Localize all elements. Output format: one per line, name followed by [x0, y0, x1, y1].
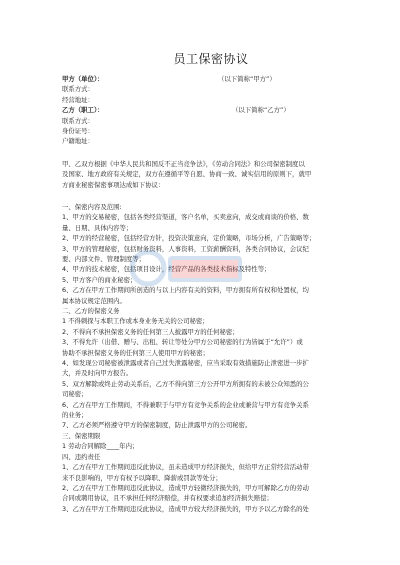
body-line: 大，并及时向甲方报告。 [62, 369, 133, 378]
body-line: 3、不得允许（出借、赠与、出租、转让等处分甲方公司秘密的行为皆属于“允许”）或 [62, 338, 303, 347]
agreement-body [62, 202, 360, 514]
document-title: 员工保密协议 [173, 52, 249, 66]
body-line: 司秘密； [62, 390, 88, 399]
body-line: 3、甲方的管理秘密，包括财务资料，人事资料，工资薪酬资料，各类合同协议，会议纪 [62, 244, 309, 253]
intro-paragraph [62, 159, 360, 190]
party-a-address: 经营地址： [62, 95, 94, 104]
body-line: 6、乙方在甲方工作期间所创造的与以上内容有关的资料，甲方拥有所有权和处置权，均 [62, 286, 309, 295]
body-line: 的业务； [62, 411, 88, 420]
body-line: 量、日期、具体内容等； [62, 223, 133, 232]
body-line: 1、乙方在甲方工作期间违反此协议，虽未造成甲方经济损失，但给甲方正常经营活动带 [62, 463, 309, 472]
body-line: 属本协议规定范围内。 [62, 296, 126, 305]
body-line: 3、乙方在甲方工作期间违反此协议，造成甲方较大经济损失的，甲方予以乙方除名的处 [62, 504, 309, 513]
body-line: 4、甲方的技术秘密，包括项目设计，经营产品的各类技术指标及特性等； [62, 265, 271, 274]
body-line: 一、保密内容及范围: [62, 202, 122, 211]
party-b-id-number: 身份证号： [62, 126, 94, 135]
party-b-note: （以下简称“乙方”） [232, 106, 290, 115]
body-line: 6、乙方在甲方工作期间，不得兼职于与甲方有竞争关系的企业或兼营与甲方有竞争关系 [62, 400, 309, 409]
party-a-row [62, 74, 360, 84]
party-b-label: 乙方（职工）： [62, 106, 104, 115]
body-line: 5、双方解除或终止劳动关系后，乙方不得向第三方公开甲方所拥有的未被公众知悉的公 [62, 379, 309, 388]
body-line: 二、乙方的保密义务 [62, 307, 120, 316]
party-b-contact: 联系方式： [62, 116, 94, 125]
body-line: 1 劳动合同解除____年内； [62, 442, 139, 451]
body-line: 来不良影响的，甲方有权予以降职、降薪或罚款等处分； [62, 473, 222, 482]
body-line: 合同或聘用协议，且不承担任何经济赔偿，并有权要求追加经济损失赔偿； [62, 494, 273, 503]
body-line: 4、如发现公司秘密被泄露或者自己过失泄露秘密，应当采取有效措施防止泄密进一步扩 [62, 359, 309, 368]
body-line: 要、内部文件、管理制度等； [62, 254, 146, 263]
party-a-contact: 联系方式： [62, 85, 94, 94]
party-a-note: （以下简称“甲方”） [218, 75, 276, 83]
intro-line: 甲、乙双方根据《中华人民共和国反不正当竞争法》，《劳动合同法》和公司保密制度以 [62, 159, 305, 168]
body-line: 2、不得向不承担保密义务的任何第三人披露甲方的任何秘密； [62, 327, 239, 336]
party-a-label: 甲方（单位）： [62, 75, 104, 83]
intro-line: 方商业秘密保密事项达成如下协议： [62, 180, 165, 189]
body-line: 2、甲方的经营秘密，包括经营方针，投资决策意向，定价策略，市场分析，广告策略等； [62, 234, 316, 243]
party-b-row [62, 105, 360, 115]
intro-line: 及国家、地方政府有关规定，双方在遵循平等自愿、协商一致、诚实信用的原则下，就甲 [62, 170, 312, 179]
body-line: 1 不得刺探与本职工作或本身业务无关的公司秘密； [62, 317, 209, 326]
body-line: 四、违约责任 [62, 452, 101, 461]
body-line: 5、甲方客户的商业秘密； [62, 275, 137, 284]
body-line: 1、甲方的交易秘密，包括各类经营渠道，客户名单，买卖意向，成交或商谈的价格、数 [62, 213, 309, 222]
body-line: 协助不承担保密义务的任何第三人使用甲方的秘密； [62, 348, 209, 357]
body-line: 2、乙方在甲方工作期间违反此协议，造成甲方轻微经济损失的，甲方可解除乙方的劳动 [62, 483, 309, 492]
party-b-household-address: 户籍地址： [62, 137, 94, 146]
body-line: 7、乙方必须严格遵守甲方的保密制度，防止泄露甲方的公司秘密。 [62, 421, 252, 430]
body-line: 三、保密期限 [62, 431, 101, 440]
